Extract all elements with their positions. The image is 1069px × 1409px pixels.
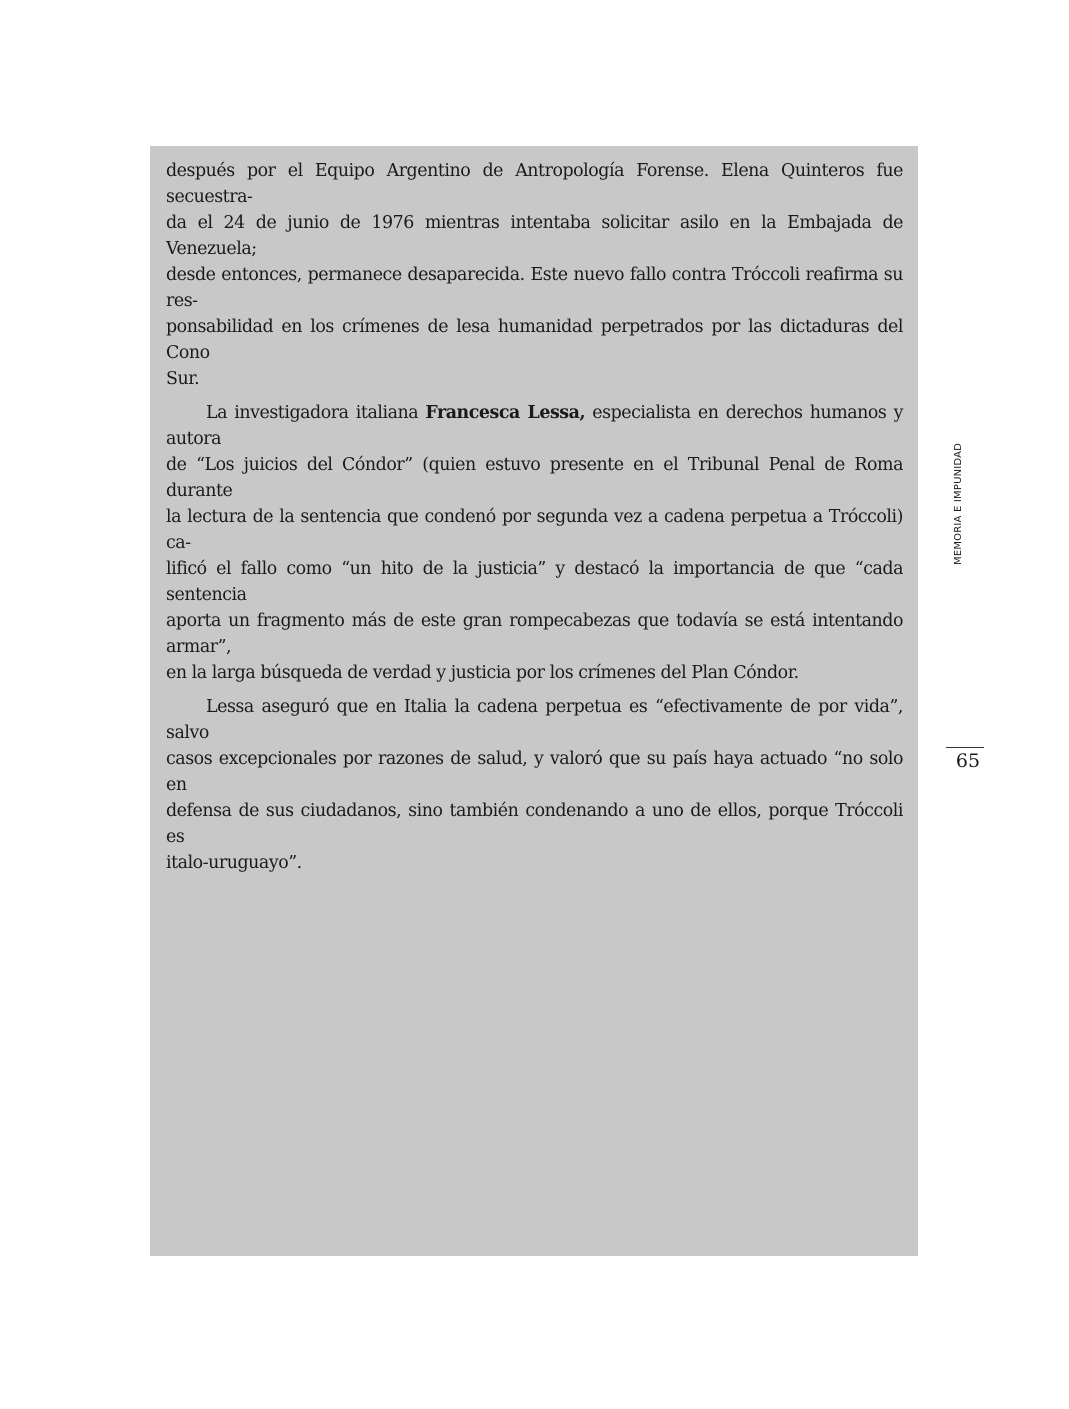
page-number: 65 bbox=[955, 750, 981, 772]
researcher-name: Francesca Lessa, bbox=[425, 403, 586, 423]
text-line: de “Los juicios del Cóndor” (quien estuvo presente en el Tribunal Penal de Roma durante bbox=[166, 455, 903, 501]
paragraph-1 bbox=[166, 158, 903, 392]
text-line: da el 24 de junio de 1976 mientras intentaba solicitar asilo en la Embajada de Venezuela; bbox=[166, 213, 903, 259]
text-line: casos excepcionales por razones de salud, y valoró que su país haya actuado “no solo en bbox=[166, 749, 903, 795]
paragraph-2-line1-rest: especialista en derechos humanos y autora bbox=[166, 403, 904, 449]
paragraph-2 bbox=[166, 400, 903, 686]
text-line: aporta un fragmento más de este gran rompecabezas que todavía se está intentando armar”, bbox=[166, 611, 903, 657]
article-body bbox=[166, 158, 903, 884]
text-line: Lessa aseguró que en Italia la cadena perpetua es “efectivamente de por vida”, salvo bbox=[166, 697, 903, 743]
text-line bbox=[166, 400, 903, 452]
text-line: lificó el fallo como “un hito de la justicia” y destacó la importancia de que “cada sentencia bbox=[166, 559, 903, 605]
text-line: ponsabilidad en los crímenes de lesa humanidad perpetrados por las dictaduras del Cono bbox=[166, 317, 903, 363]
text-line: desde entonces, permanece desaparecida. Este nuevo fallo contra Tróccoli reafirma su res- bbox=[166, 265, 903, 311]
running-title: MEMORIA E IMPUNIDAD bbox=[953, 442, 964, 565]
text-line: la lectura de la sentencia que condenó por segunda vez a cadena perpetua a Tróccoli) ca- bbox=[166, 507, 903, 553]
text-line: Sur. bbox=[166, 369, 200, 389]
text-line: defensa de sus ciudadanos, sino también condenando a uno de ellos, porque Tróccoli es bbox=[166, 801, 903, 847]
text-line: después por el Equipo Argentino de Antropología Forense. Elena Quinteros fue secuestra- bbox=[166, 161, 903, 207]
text-line: en la larga búsqueda de verdad y justicia por los crímenes del Plan Cóndor. bbox=[166, 663, 799, 683]
page-number-rule bbox=[946, 747, 984, 748]
paragraph-3 bbox=[166, 694, 903, 876]
text-line: italo-uruguayo”. bbox=[166, 853, 302, 873]
paragraph-2-intro: La investigadora italiana bbox=[206, 403, 426, 423]
